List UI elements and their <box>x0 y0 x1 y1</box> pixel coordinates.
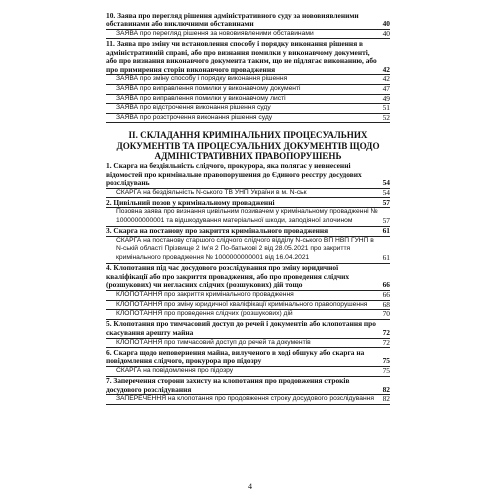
toc-subentry-page: 70 <box>382 309 390 319</box>
toc-subentry-page: 72 <box>382 337 390 347</box>
toc-subentry[interactable] <box>106 85 390 95</box>
toc-entry-page: 66 <box>382 280 390 290</box>
toc-subentry-title: КЛОПОТАННЯ про закриття кримінального провадження <box>116 291 294 299</box>
toc-entry-page: 57 <box>382 197 390 207</box>
toc-entry <box>106 264 390 320</box>
toc-subentry-page: 57 <box>382 216 390 226</box>
toc-entry-number: 5. <box>106 319 112 329</box>
toc-entry-title: Скарга на постанову про закриття кримінального провадження <box>113 226 329 236</box>
toc-entry <box>106 320 390 348</box>
toc-entry-title: Скарга щодо неповернення майна, вилученого в ході обшуку або скарга на повідомлення слідчого, прокурора про підозру <box>106 347 365 366</box>
toc-entry-number: 6. <box>106 347 112 357</box>
toc-subentry[interactable] <box>106 95 390 105</box>
toc-subentry-title: ЗАПЕРЕЧЕННЯ на клопотання про продовження строку досудового розслідування <box>116 395 374 403</box>
toc-entry-page: 75 <box>382 356 390 366</box>
toc-entry-number: 10. <box>106 10 116 20</box>
toc-subentry-page: 82 <box>382 394 390 404</box>
toc-entry <box>106 227 390 263</box>
toc-subentry[interactable] <box>106 114 390 124</box>
toc-subentry-page: 54 <box>382 187 390 197</box>
toc-entry-number: 11. <box>106 38 115 48</box>
table-of-contents <box>106 11 390 405</box>
toc-entry-number: 1. <box>106 160 112 170</box>
toc-subentry-page: 66 <box>382 290 390 300</box>
toc-entry-title: Скарга на бездіяльність слідчого, прокурора, яка полягає у невнесенні відомостей про кримінальне правопорушення до Єдиного реєстру досудових розслідувань <box>106 160 362 188</box>
toc-subentry[interactable] <box>106 291 390 301</box>
section-title: II. СКЛАДАННЯ КРИМІНАЛЬНИХ ПРОЦЕСУАЛЬНИХ ДОКУМЕНТІВ ТА ПРОЦЕСУАЛЬНИХ ДОКУМЕНТІВ ЩОДО АДМІНІСТРАТИВНИХ ПРАВОПОРУШЕНЬ <box>116 130 380 161</box>
toc-entry-number: 3. <box>106 226 112 236</box>
toc-entry-heading[interactable] <box>106 377 390 395</box>
toc-subentry-page: 47 <box>382 83 390 93</box>
toc-subentry-title: КЛОПОТАННЯ про проведення слідчих (розшукових) дій <box>116 310 293 318</box>
toc-subentry-page: 51 <box>382 103 390 113</box>
toc-entry-title: Цивільний позов у кримінальному провадженні <box>113 197 275 207</box>
toc-subentry[interactable] <box>106 395 390 405</box>
toc-subentry-page: 68 <box>382 299 390 309</box>
toc-subentry-page: 52 <box>382 112 390 122</box>
toc-entry-heading[interactable] <box>106 12 390 30</box>
toc-subentry[interactable] <box>106 237 390 264</box>
toc-entry-title: Заява про зміну чи встановлення способу і порядку виконання рішення в адміністративній справі, або про визнання помилки у виконавчому документі, або про визнання виконавчого документа таким, що не підлягає виконанню, або про примирення сторін виконавчого провадження <box>106 38 377 74</box>
toc-subentry-title: СКАРГА на повідомлення про підозру <box>116 366 234 374</box>
toc-subentry-title: ЗАЯВА про розстрочення виконання рішення суду <box>116 113 273 121</box>
toc-subentry[interactable] <box>106 367 390 377</box>
toc-entry <box>106 12 390 40</box>
toc-list-bottom <box>106 162 390 405</box>
toc-entry-title: Заява про перегляд рішення адміністративного суду за нововиявленими обставинами або виключними обставинами <box>106 10 359 29</box>
toc-entry-number: 4. <box>106 263 112 273</box>
toc-subentry[interactable] <box>106 301 390 311</box>
toc-entry-heading[interactable] <box>106 320 390 338</box>
toc-subentry-title: ЗАЯВА про виправлення помилки у виконавчому документі <box>116 84 301 92</box>
toc-subentry[interactable] <box>106 189 390 199</box>
toc-subentry-title: СКАРГА на постанову старшого слідчого слідчого відділу N-ського ВП НВП ГУНП в N-ській області Прізвище 2 Ім’я 2 По-батькові 2 від 28.05.2021 про закриття кримінального провадження № 1000000000001 від 16.04.2021 <box>116 236 374 262</box>
toc-subentry-page: 61 <box>382 253 390 263</box>
toc-subentry-page: 40 <box>382 28 390 38</box>
page-number: 4 <box>248 482 252 491</box>
toc-entry-heading[interactable] <box>106 40 390 75</box>
toc-entry-title: Клопотання під час досудового розслідування про зміну юридичної кваліфікації або про закриття провадження, або про проведення слідчих (розшукових) чи негласних слідчих (розшукових) дій тощо <box>106 263 350 290</box>
toc-subentry-title: Позовна заява про визнання цивільним позивачем у кримінальному провадженні № 1000000000001 та відшкодування матеріальної шкоди, заподіяної злочином <box>116 208 378 225</box>
toc-subentry[interactable] <box>106 75 390 85</box>
toc-subentry-page: 42 <box>382 74 390 84</box>
toc-subentry-title: ЗАЯВА про перегляд рішення за нововиявленими обставинами <box>116 29 314 37</box>
toc-entry-heading[interactable] <box>106 349 390 367</box>
toc-entry <box>106 199 390 227</box>
toc-entry-page: 61 <box>382 226 390 236</box>
toc-entry <box>106 349 390 377</box>
toc-entry <box>106 377 390 405</box>
toc-subentry-title: КЛОПОТАННЯ про тимчасовий доступ до речей та документів <box>116 338 311 346</box>
toc-subentry-title: СКАРГА на бездіяльність N-ського ТВ УНП України в м. N-ськ <box>116 188 307 196</box>
toc-entry-page: 82 <box>382 384 390 394</box>
toc-entry-page: 72 <box>382 327 390 337</box>
toc-entry-number: 2. <box>106 197 112 207</box>
toc-subentry[interactable] <box>106 104 390 114</box>
toc-subentry-title: ЗАЯВА про зміну способу і порядку виконання рішення <box>116 75 288 83</box>
toc-entry <box>106 162 390 198</box>
toc-entry <box>106 40 390 123</box>
toc-entry-page: 40 <box>382 19 390 29</box>
toc-entry-page: 54 <box>382 178 390 188</box>
toc-entry-heading[interactable] <box>106 264 390 291</box>
toc-subentry-page: 75 <box>382 365 390 375</box>
toc-subentry[interactable] <box>106 310 390 320</box>
toc-list-top <box>106 12 390 124</box>
toc-entry-heading[interactable] <box>106 227 390 237</box>
toc-subentry-title: ЗАЯВА про відстрочення виконання рішення суду <box>116 104 271 112</box>
toc-entry-number: 7. <box>106 376 112 386</box>
toc-entry-page: 42 <box>382 64 390 74</box>
toc-subentry-title: КЛОПОТАННЯ про зміну юридичної кваліфікації кримінального правопорушення <box>116 300 368 308</box>
toc-entry-title: Клопотання про тимчасовий доступ до речей і документів або клопотання про скасування арешту майна <box>106 319 376 337</box>
toc-subentry[interactable] <box>106 30 390 40</box>
toc-entry-title: Заперечення сторони захисту на клопотання про продовження строків досудового розслідування <box>106 376 350 394</box>
toc-subentry-title: ЗАЯВА про виправлення помилки у виконавчому листі <box>116 94 286 102</box>
toc-subentry[interactable] <box>106 339 390 349</box>
toc-entry-heading[interactable] <box>106 162 390 189</box>
toc-subentry-page: 49 <box>382 93 390 103</box>
toc-subentry[interactable] <box>106 208 390 226</box>
